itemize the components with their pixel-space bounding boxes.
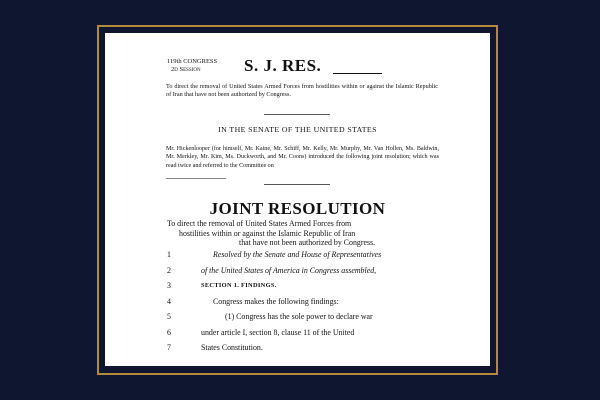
line-number: 7 — [167, 343, 171, 352]
line-text: Congress makes the following findings: — [213, 296, 339, 306]
committee-blank — [166, 178, 226, 179]
senate-heading: IN THE SENATE OF THE UNITED STATES — [218, 125, 377, 134]
line-text: (1) Congress has the sole power to declare war — [225, 312, 373, 321]
text-line — [167, 325, 429, 341]
session-number: 2d Session — [171, 65, 201, 73]
purpose-line: To direct the removal of United States Armed Forces from — [167, 219, 352, 228]
bill-title: S. J. RES. — [244, 56, 322, 75]
line-number: 1 — [167, 250, 171, 259]
line-text: of the United States of America in Congress assembled, — [201, 265, 377, 275]
divider-rule — [264, 114, 330, 115]
text-line — [167, 263, 429, 279]
divider-rule — [264, 184, 330, 185]
text-line — [167, 309, 429, 325]
section-heading: SECTION 1. FINDINGS. — [201, 282, 277, 289]
line-text: Resolved by the Senate and House of Representatives — [213, 250, 382, 259]
line-number: 5 — [167, 312, 171, 321]
bill-number-blank — [333, 73, 382, 74]
text-line — [167, 247, 429, 263]
line-text: under article I, section 8, clause 11 of the United — [201, 327, 355, 337]
sponsors-paragraph: Mr. Hickenlooper (for himself, Mr. Kaine, Mr. Schiff, Mr. Kelly, Mr. Murphy, Mr. Van Hollen, Ms. Baldwin, Mr. Merkley, Mr. Kim, Ms. Duckworth, and Mr. Coons) introduced the following joint resolution; which was read twice and referred to the Committee on — [166, 146, 439, 169]
purpose-line: that have not been authorized by Congress. — [239, 238, 376, 248]
line-number: 2 — [167, 265, 171, 275]
purpose-line: hostilities within or against the Islamic Republic of Iran — [179, 228, 356, 238]
line-number: 4 — [167, 296, 171, 306]
line-text: States Constitution. — [201, 343, 263, 352]
joint-resolution-heading: JOINT RESOLUTION — [209, 199, 386, 218]
line-number: 3 — [167, 281, 171, 290]
congress-session — [167, 58, 217, 73]
text-line — [167, 278, 429, 294]
text-line — [167, 340, 429, 356]
line-number: 6 — [167, 327, 171, 337]
bill-page — [105, 33, 490, 366]
congress-number: 119th CONGRESS — [167, 58, 218, 65]
resolution-purpose — [167, 219, 429, 248]
short-purpose: To direct the removal of United States Armed Forces from hostilities within or against the Islamic Republic of Iran that have not been authorized by Congress. — [166, 83, 438, 99]
resolution-text — [167, 247, 429, 356]
text-line — [167, 294, 429, 310]
